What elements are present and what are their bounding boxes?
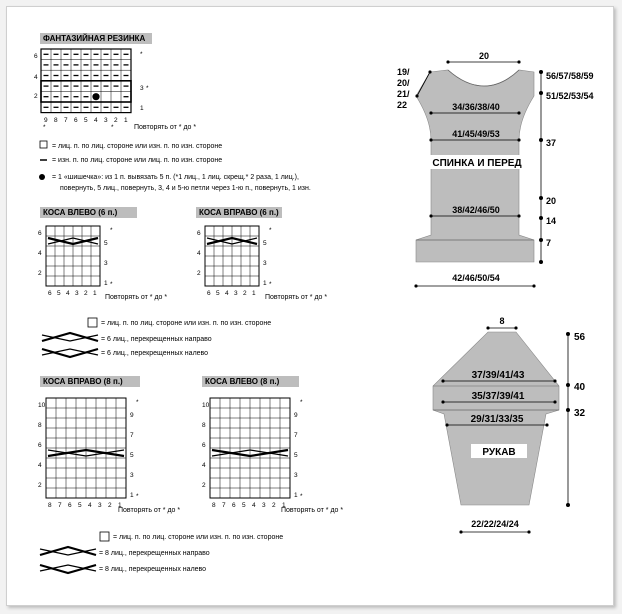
row-number: 7 (294, 432, 298, 439)
column-number: 7 (58, 502, 62, 509)
row-number: 3 (130, 472, 134, 479)
rib-chart-grid (41, 49, 131, 113)
column-number: 3 (75, 290, 79, 297)
column-number: 7 (64, 117, 68, 124)
row-number: 7 (130, 432, 134, 439)
star-mark: * (269, 281, 272, 288)
column-number: 3 (104, 117, 108, 124)
column-number: 4 (225, 290, 229, 297)
dim-height-20: 20 (546, 196, 557, 206)
row-number: 1 (140, 105, 144, 112)
cable8-right-title: КОСА ВПРАВО (8 п.) (43, 377, 123, 386)
row-number: 9 (130, 412, 134, 419)
row-number: 5 (104, 240, 108, 247)
row-number: 5 (130, 452, 134, 459)
row-number: 9 (294, 412, 298, 419)
column-number: 4 (88, 502, 92, 509)
sleeve-height-56: 56 (574, 332, 586, 343)
legend1-bobble-1: = 1 «шишечка»: из 1 п. вывязать 5 п. (*1 лиц., 1 лиц. скрещ.* 2 раза, 1 лиц.), (52, 174, 299, 181)
dim-height-total: 56/57/58/59 (546, 71, 594, 81)
column-number: 8 (48, 502, 52, 509)
sleeve-width-3: 29/31/33/35 (470, 414, 524, 425)
column-number: 6 (48, 290, 52, 297)
column-number: 5 (242, 502, 246, 509)
column-number: 8 (54, 117, 58, 124)
cable6-right-title: КОСА ВПРАВО (6 п.) (199, 208, 279, 217)
cable6-left-title: КОСА ВЛЕВО (6 п.) (43, 208, 118, 217)
column-number: 3 (262, 502, 266, 509)
row-number: 2 (38, 270, 42, 277)
column-number: 5 (84, 117, 88, 124)
sleeve-height-40: 40 (574, 382, 586, 393)
column-number: 2 (108, 502, 112, 509)
cable8-left-repeat: Повторять от * до * (281, 507, 344, 514)
cross-left-6-symbol (42, 349, 98, 357)
row-number: 8 (202, 422, 206, 429)
legend1-knit: = лиц. п. по лиц. стороне или изн. п. по изн. стороне (52, 143, 223, 150)
cable6-right-chart (197, 226, 272, 297)
sleeve-schematic (433, 316, 586, 532)
row-number: 6 (34, 53, 38, 60)
row-number: 2 (38, 482, 42, 489)
column-number: 4 (252, 502, 256, 509)
legend1-bobble-2: повернуть, 5 лиц., повернуть, 3, 4 и 5-ю петли через 1-ю п., повернуть, 1 изн. (60, 185, 311, 192)
column-number: 1 (282, 502, 286, 509)
star-mark: * (43, 124, 46, 131)
row-number: 2 (197, 270, 201, 277)
legend2-cross-right: = 6 лиц., перекрещенных направо (101, 336, 212, 343)
dim-height-37: 37 (546, 138, 557, 148)
column-number: 2 (272, 502, 276, 509)
body-schematic (397, 51, 594, 286)
column-number: 6 (74, 117, 78, 124)
row-number: 2 (34, 93, 38, 100)
column-number: 3 (234, 290, 238, 297)
row-number: 4 (38, 250, 42, 257)
column-number: 2 (243, 290, 247, 297)
column-number: 7 (222, 502, 226, 509)
row-number: 4 (34, 74, 38, 81)
column-number: 9 (44, 117, 48, 124)
column-number: 1 (93, 290, 97, 297)
column-number: 5 (216, 290, 220, 297)
bobble-symbol (39, 174, 45, 180)
row-number: 2 (202, 482, 206, 489)
column-number: 2 (84, 290, 88, 297)
row-number: 10 (38, 402, 46, 409)
sleeve-label: РУКАВ (482, 447, 516, 458)
column-number: 8 (212, 502, 216, 509)
cable6-left-chart (38, 226, 113, 297)
cable8-right-chart (38, 398, 139, 509)
sleeve-height-32: 32 (574, 408, 586, 419)
star-mark: * (111, 124, 114, 131)
cable6-right-repeat: Повторять от * до * (265, 294, 328, 301)
sleeve-top: 8 (499, 316, 505, 326)
column-number: 1 (124, 117, 128, 124)
dim-width-3: 38/42/46/50 (452, 205, 500, 215)
row-number: 6 (202, 442, 206, 449)
column-number: 6 (232, 502, 236, 509)
svg-text:19/: 19/ (397, 67, 410, 77)
dim-width-2: 41/45/49/53 (452, 129, 500, 139)
star-mark: * (269, 227, 272, 234)
column-number: 5 (78, 502, 82, 509)
legend3-cross-left: = 8 лиц., перекрещенных налево (99, 566, 207, 573)
knit-stitch-symbol (100, 532, 109, 541)
sleeve-width-2: 35/37/39/41 (471, 391, 525, 402)
star-mark: * (136, 493, 139, 500)
column-number: 5 (57, 290, 61, 297)
star-mark: * (110, 281, 113, 288)
cross-right-8-symbol (40, 547, 96, 555)
cable8-left-chart (202, 398, 303, 509)
dim-height-7: 7 (546, 238, 552, 248)
knit-stitch-symbol (88, 318, 97, 327)
knit-stitch-symbol (40, 141, 47, 148)
column-number: 1 (252, 290, 256, 297)
row-number: 1 (294, 492, 298, 499)
star-mark: * (110, 227, 113, 234)
row-number: 3 (140, 85, 144, 92)
row-number: 1 (104, 280, 108, 287)
cross-right-6-symbol (42, 333, 98, 341)
column-number: 1 (118, 502, 122, 509)
row-number: 3 (263, 260, 267, 267)
column-number: 2 (114, 117, 118, 124)
row-number: 6 (197, 230, 201, 237)
row-number: 4 (202, 462, 206, 469)
star-mark: * (300, 399, 303, 406)
row-number: 4 (38, 462, 42, 469)
row-number: 1 (263, 280, 267, 287)
star-mark: * (136, 399, 139, 406)
row-number: 6 (38, 442, 42, 449)
svg-text:20/: 20/ (397, 78, 410, 88)
svg-text:22: 22 (397, 100, 408, 110)
dim-shoulder (397, 67, 410, 110)
legend3-knit: = лиц. п. по лиц. стороне или изн. п. по изн. стороне (113, 534, 284, 541)
row-number: 5 (263, 240, 267, 247)
column-number: 6 (207, 290, 211, 297)
cable8-right-repeat: Повторять от * до * (118, 507, 181, 514)
row-number: 4 (197, 250, 201, 257)
legend2-knit: = лиц. п. по лиц. стороне или изн. п. по изн. стороне (101, 320, 272, 327)
row-number: 5 (294, 452, 298, 459)
star-mark: * (140, 51, 143, 58)
row-number: 10 (202, 402, 210, 409)
column-number: 4 (94, 117, 98, 124)
row-number: 1 (130, 492, 134, 499)
dim-height-neck: 51/52/53/54 (546, 91, 594, 101)
row-number: 3 (294, 472, 298, 479)
dim-bottom: 42/46/50/54 (452, 273, 500, 283)
cross-left-8-symbol (40, 565, 96, 573)
star-mark: * (300, 493, 303, 500)
cable8-left-title: КОСА ВЛЕВО (8 п.) (205, 377, 280, 386)
legend3-cross-right: = 8 лиц., перекрещенных направо (99, 550, 210, 557)
dim-neck: 20 (478, 51, 490, 61)
row-number: 6 (38, 230, 42, 237)
rib-column-numbers (43, 117, 128, 131)
legend1-purl: = изн. п. по лиц. стороне или лиц. п. по изн. стороне (52, 157, 223, 164)
row-number: 3 (104, 260, 108, 267)
legend2-cross-left: = 6 лиц., перекрещенных налево (101, 350, 209, 357)
column-number: 3 (98, 502, 102, 509)
dim-width-1: 34/36/38/40 (452, 102, 500, 112)
row-number: 8 (38, 422, 42, 429)
star-mark: * (146, 85, 149, 92)
body-label: СПИНКА И ПЕРЕД (432, 158, 522, 169)
cable6-left-repeat: Повторять от * до * (105, 294, 168, 301)
sleeve-bottom: 22/22/24/24 (471, 519, 519, 529)
pattern-title: ФАНТАЗИЙНАЯ РЕЗИНКА (43, 34, 146, 43)
column-number: 6 (68, 502, 72, 509)
rib-repeat-note: Повторять от * до * (134, 124, 197, 131)
dim-height-14: 14 (546, 216, 557, 226)
svg-text:21/: 21/ (397, 89, 410, 99)
column-number: 4 (66, 290, 70, 297)
sleeve-width-1: 37/39/41/43 (471, 370, 525, 381)
